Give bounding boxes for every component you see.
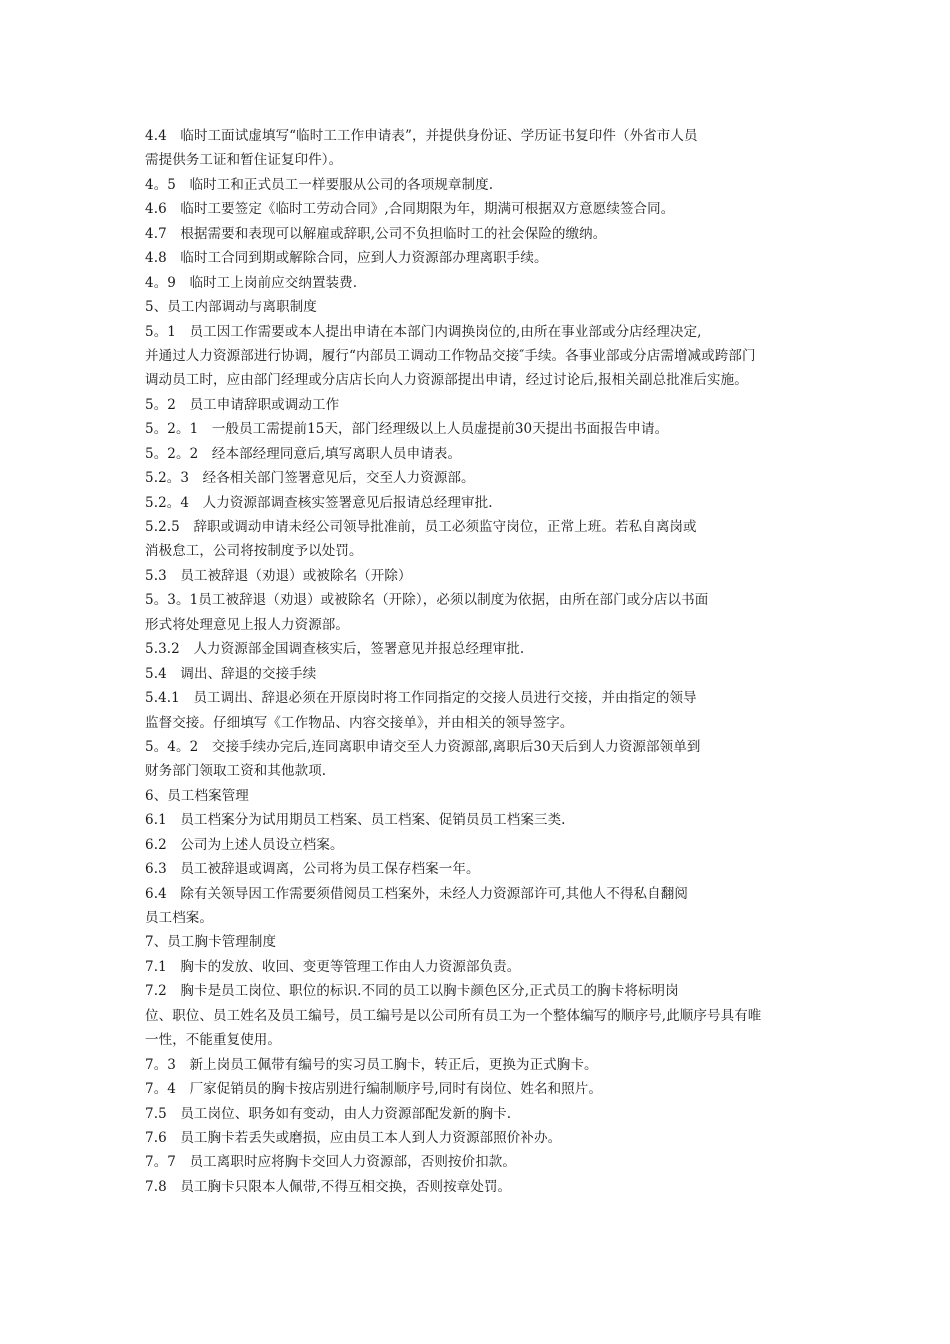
text-line: 6、员工档案管理	[145, 787, 249, 804]
text-line: 7、员工胸卡管理制度	[145, 934, 277, 951]
text-line: 4.8 临时工合同到期或解除合同，应到人力资源部办理离职手续。	[145, 250, 548, 267]
text-line: 位、职位、员工姓名及员工编号，员工编号是以公司所有员工为一个整体编写的顺序号,此顺序号具有唯	[145, 1007, 762, 1024]
text-line: 消极怠工，公司将按制度予以处罚。	[145, 543, 363, 560]
text-line: 5。2。2 经本部经理同意后,填写离职人员申请表。	[145, 445, 462, 462]
text-line: 员工档案。	[145, 910, 213, 926]
text-line: 5.3 员工被辞退（劝退）或被除名（开除）	[145, 567, 412, 584]
text-line: 4.7 根据需要和表现可以解雇或辞职,公司不负担临时工的社会保险的缴纳。	[145, 225, 607, 242]
text-line: 一性，不能重复使用。	[145, 1032, 281, 1049]
text-line: 4.6 临时工要签定《临时工劳动合同》,合同期限为年，期满可根据双方意愿续签合同。	[145, 201, 675, 218]
text-line: 5.2。4 人力资源部调查核实签署意见后报请总经理审批.	[145, 494, 493, 511]
text-line: 形式将处理意见上报人力资源部。	[145, 616, 349, 633]
text-line: 7.2 胸卡是员工岗位、职位的标识.不同的员工以胸卡颜色区分,正式员工的胸卡将标明岗	[145, 983, 679, 1000]
document-body	[145, 124, 825, 1199]
text-line: 7.5 员工岗位、职务如有变动，由人力资源部配发新的胸卡.	[145, 1105, 512, 1122]
text-line: 5.2.5 辞职或调动申请未经公司领导批准前，员工必须监守岗位，正常上班。若私自离岗或	[145, 519, 697, 535]
text-line: 7。7 员工离职时应将胸卡交回人力资源部，否则按价扣款。	[145, 1154, 516, 1171]
text-line: 5.4 调出、辞退的交接手续	[145, 665, 317, 682]
text-line: 4。9 临时工上岗前应交纳置装费.	[145, 274, 358, 291]
text-line: 7.1 胸卡的发放、收回、变更等管理工作由人力资源部负责。	[145, 958, 521, 975]
text-line: 5。2。1 一般员工需提前15天，部门经理级以上人员虚提前30天提出书面报告申请。	[145, 421, 669, 438]
text-line: 6.1 员工档案分为试用期员工档案、员工档案、促销员员工档案三类.	[145, 812, 566, 829]
text-line: 4。5 临时工和正式员工一样要服从公司的各项规章制度.	[145, 176, 494, 193]
text-line: 6.4 除有关领导因工作需要须借阅员工档案外，未经人力资源部许可,其他人不得私自翻阅	[145, 885, 688, 902]
text-line: 6.2 公司为上述人员设立档案。	[145, 836, 344, 853]
text-line: 7.6 员工胸卡若丢失或磨损，应由员工本人到人力资源部照价补办。	[145, 1129, 562, 1146]
text-line: 5.3.2 人力资源部金国调查核实后，签署意见并报总经理审批.	[145, 641, 525, 658]
text-line: 7.8 员工胸卡只限本人佩带,不得互相交换，否则按章处罚。	[145, 1178, 512, 1195]
text-line: 5.4.1 员工调出、辞退必须在开原岗时将工作同指定的交接人员进行交接，并由指定的领导	[145, 690, 697, 707]
text-line: 需提供务工证和暂住证复印件）。	[145, 152, 343, 169]
text-line: 财务部门领取工资和其他款项.	[145, 763, 327, 780]
text-line: 5。3。1员工被辞退（劝退）或被除名（开除），必须以制度为依据，由所在部门或分店以书面	[145, 592, 709, 609]
text-line: 5。2 员工申请辞职或调动工作	[145, 396, 340, 413]
text-line: 并通过人力资源部进行协调，履行“内部员工调动工作物品交接″手续。各事业部或分店需增减或跨部门	[145, 347, 756, 364]
text-line: 监督交接。仔细填写《工作物品、内容交接单》，并由相关的领导签字。	[145, 714, 574, 731]
text-line: 5。4。2 交接手续办完后,连同离职申请交至人力资源部,离职后30天后到人力资源部领单到	[145, 738, 701, 755]
text-line: 7。3 新上岗员工佩带有编号的实习员工胸卡，转正后，更换为正式胸卡。	[145, 1056, 598, 1073]
text-line: 调动员工时，应由部门经理或分店店长向人力资源部提出申请，经过讨论后,报相关副总批准后实施。	[145, 372, 748, 389]
text-line: 6.3 员工被辞退或调离，公司将为员工保存档案一年。	[145, 861, 480, 878]
text-line: 5.2。3 经各相关部门签署意见后，交至人力资源部。	[145, 470, 475, 487]
text-line: 4.4 临时工面试虚填写“临时工工作申请表”，并提供身份证、学历证书复印件（外省市人员	[145, 128, 698, 144]
text-line: 5。1 员工因工作需要或本人提出申请在本部门内调换岗位的,由所在事业部或分店经理决定,	[145, 323, 702, 340]
text-line: 7。4 厂家促销员的胸卡按店别进行编制顺序号,同时有岗位、姓名和照片。	[145, 1081, 602, 1098]
text-line: 5、员工内部调动与离职制度	[145, 299, 317, 316]
